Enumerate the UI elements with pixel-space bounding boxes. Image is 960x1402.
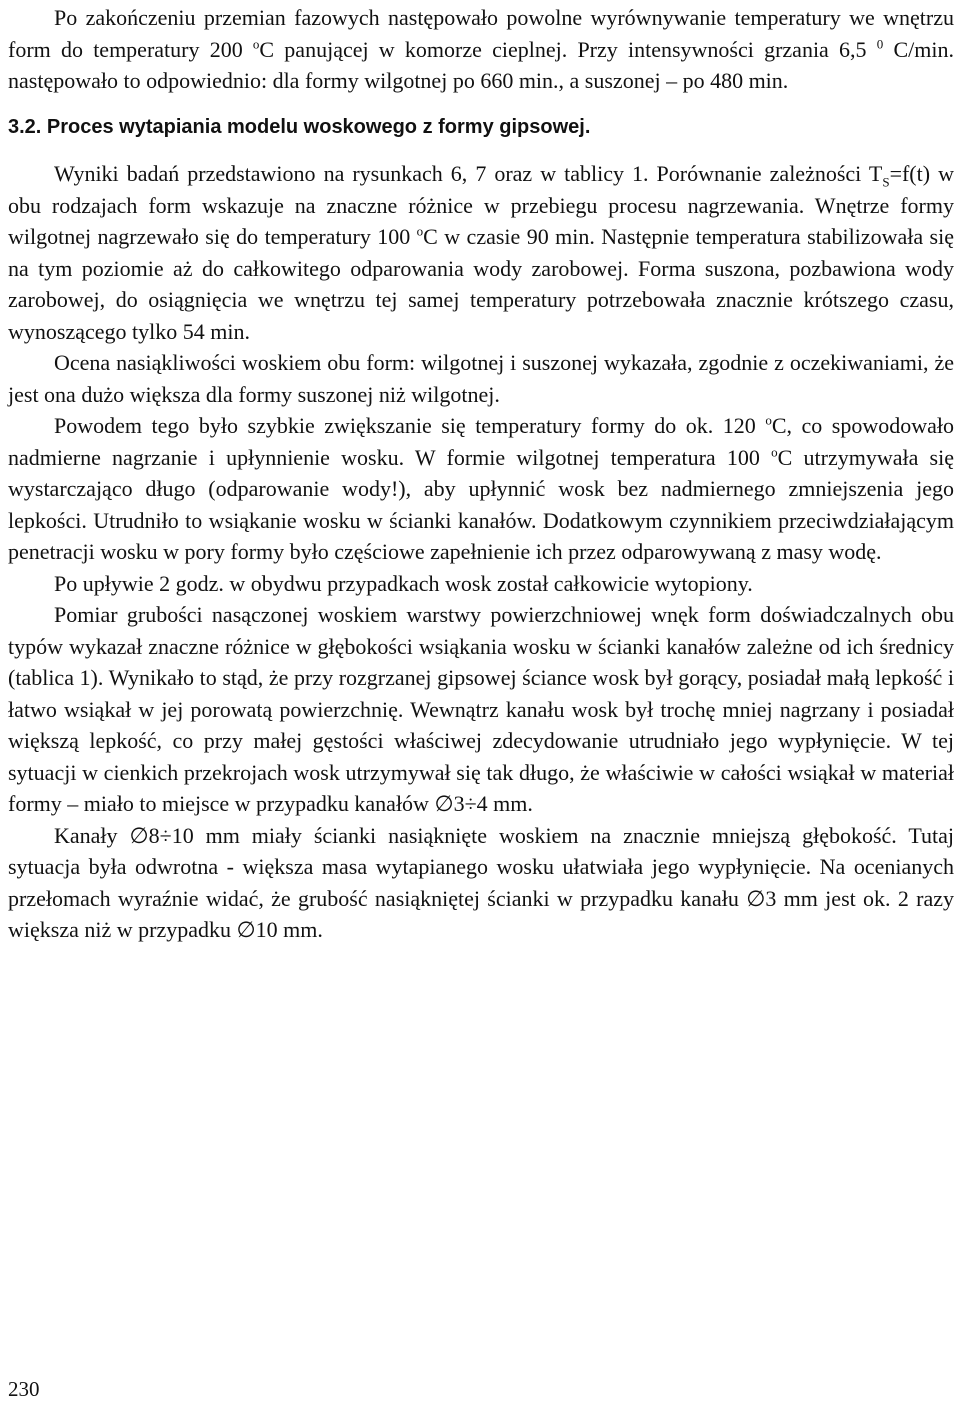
- body-paragraph: [8, 599, 954, 820]
- text-run: 3.2. Proces wytapiania modelu woskowego z formy gipsowej.: [8, 115, 591, 138]
- superscript: o: [252, 36, 260, 52]
- body-paragraph: [8, 158, 954, 347]
- document-body: [8, 2, 954, 946]
- text-run: C utrzymywała się wystarczająco długo (odparowanie wody!), aby upłynnić wosk bez nadmiernego zmniejszenia jego lepkości. Utrudniło to wsiąkanie wosku w ścianki kanałów. Dodatkowym czynnikiem przeciwdziałającym penetracji wosku w pory formy było częściowe zapełnienie ich przez odparowywaną z masy wodę.: [8, 444, 954, 564]
- body-paragraph: [8, 410, 954, 568]
- superscript: o: [771, 444, 778, 460]
- text-run: Powodem tego było szybkie zwiększanie się temperatury formy do ok. 120: [54, 413, 766, 438]
- text-run: =f(t) w obu rodzajach form wskazuje na znaczne różnice w przebiegu procesu nagrzewania. Wnętrze formy wilgotnej nagrzewało się do temperatury 100: [8, 161, 954, 249]
- text-run: C w czasie 90 min. Następnie temperatura stabilizowała się na tym poziomie aż do całkowitego odparowania wody zarobowej. Forma suszona, pozbawiona wody zarobowej, do osiągnięcia we wnętrzu tej samej temperatury potrzebowała znacznie krótszego czasu, wynoszącego tylko 54 min.: [8, 224, 954, 344]
- text-run: Ocena nasiąkliwości woskiem obu form: wilgotnej i suszonej wykazała, zgodnie z oczekiwaniami, że jest ona dużo większa dla formy suszonej niż wilgotnej.: [8, 350, 954, 407]
- text-run: Pomiar grubości nasączonej woskiem warstwy powierzchniowej wnęk form doświadczalnych obu typów wykazał znaczne różnice w głębokości wsiąkania wosku w ścianki kanałów zależne od ich średnicy (tablica 1). Wynikało to stąd, że przy rozgrzanej gipsowej ściance wosk był gorący, posiadał małą lepkość i łatwo wsiąkał w jej porowatą powierzchnię. Wewnątrz kanału wosk był trochę mniej nagrzany i posiadał większą lepkość, co przy małej gęstości właściwej zdecydowanie utrudniało jego wypłynięcie. W tej sytuacji w cienkich przekrojach wosk utrzymywał się tak długo, że właściwie w całości wsiąkał w materiał formy – miało to miejsce w przypadku kanałów ∅3÷4 mm.: [8, 602, 954, 816]
- superscript: o: [765, 412, 772, 428]
- text-run: Po zakończeniu przemian fazowych następowało powolne wyrównywanie temperatury we wnętrzu form do temperatury 200: [8, 5, 954, 62]
- body-paragraph: [8, 820, 954, 946]
- text-run: C, co spowodowało nadmierne nagrzanie i upłynnienie wosku. W formie wilgotnej temperatura 100: [8, 413, 954, 470]
- page-number: 230: [8, 1377, 40, 1401]
- text-run: Kanały ∅8÷10 mm miały ścianki nasiąknięte woskiem na znacznie mniejszą głębokość. Tutaj sytuacja była odwrotna - większa masa wytapianego wosku ułatwiała jego wypłynięcie. Na ocenianych przełomach wyraźnie widać, że grubość nasiąkniętej ścianki w przypadku kanału ∅3 mm jest ok. 2 razy większa niż w przypadku ∅10 mm.: [8, 822, 954, 942]
- subscript: S: [882, 174, 890, 190]
- text-run: C panującej w komorze cieplnej. Przy intensywności grzania 6,5: [259, 36, 877, 62]
- body-paragraph: [8, 347, 954, 410]
- body-paragraph: [8, 568, 954, 600]
- text-run: Po upływie 2 godz. w obydwu przypadkach wosk został całkowicie wytopiony.: [54, 570, 753, 596]
- section-heading: [8, 112, 954, 144]
- text-run: C/min. następowało to odpowiednio: dla formy wilgotnej po 660 min., a suszonej – po 480 min.: [8, 36, 954, 93]
- body-paragraph: [8, 2, 954, 97]
- superscript: 0: [876, 36, 884, 52]
- text-run: Wyniki badań przedstawiono na rysunkach 6, 7 oraz w tablicy 1. Porównanie zależności T: [54, 161, 883, 186]
- superscript: o: [416, 223, 424, 239]
